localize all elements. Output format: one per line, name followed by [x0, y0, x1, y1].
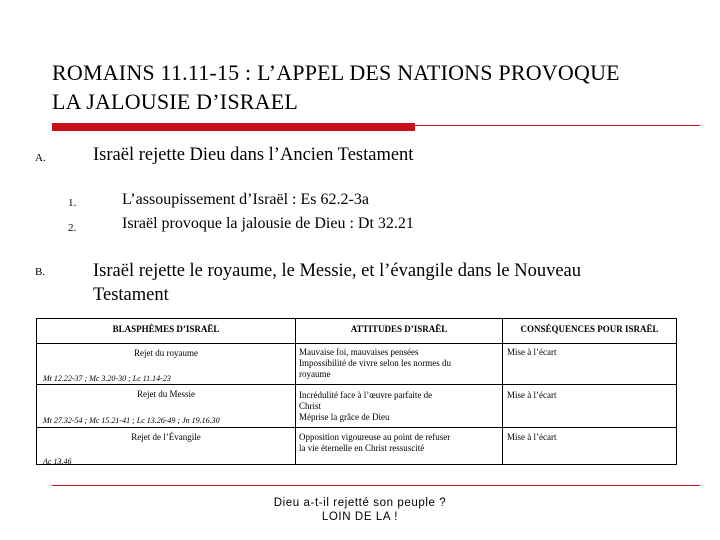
row-divider	[37, 427, 676, 428]
row-1-attitude-line: Impossibilité de vivre selon les normes du	[299, 358, 451, 368]
outline-heading-b-line-2: Testament	[93, 285, 169, 305]
outline-marker-a: A.	[35, 152, 46, 164]
outline-item-2: Israël provoque la jalousie de Dieu : Dt 32.21	[122, 215, 414, 232]
outline-heading-b	[93, 259, 713, 307]
row-2-attitude-line: Méprise la grâce de Dieu	[299, 412, 390, 422]
row-1-consequence: Mise à l’écart	[507, 347, 557, 357]
row-divider	[37, 384, 676, 385]
title-underline-thin	[415, 125, 700, 126]
row-2-attitude-line: Incrédulité face à l’œuvre parfaite de	[299, 390, 433, 400]
row-1-blasphemy: Rejet du royaume	[134, 348, 198, 358]
row-3-consequence: Mise à l’écart	[507, 432, 557, 442]
slide-title	[52, 58, 712, 116]
row-3-attitude-line: Opposition vigoureuse au point de refuser	[299, 432, 451, 442]
row-2-attitude-line: Christ	[299, 401, 322, 411]
footer-rule	[52, 485, 700, 486]
column-divider	[295, 319, 296, 464]
row-1-attitude-line: royaume	[299, 369, 331, 379]
outline-marker-1: 1.	[68, 197, 77, 209]
outline-heading-b-line-1: Israël rejette le royaume, le Messie, et l’évangile dans le Nouveau	[93, 261, 581, 281]
header-consequences: CONSÉQUENCES POUR ISRAËL	[520, 324, 659, 334]
outline-marker-b: B.	[35, 266, 46, 278]
row-1-references: Mt 12.22-37 ; Mc 3.20-30 ; Lc 11.14-23	[43, 374, 171, 383]
outline-marker-2: 2.	[68, 222, 77, 234]
outline-item-1: L’assoupissement d’Israël : Es 62.2-3a	[122, 191, 369, 208]
row-1-attitude-line: Mauvaise foi, mauvaises pensées	[299, 347, 419, 357]
footer-question: Dieu a-t-il rejetté son peuple ?	[273, 497, 447, 509]
row-3-attitude	[299, 432, 504, 454]
row-2-consequence: Mise à l’écart	[507, 390, 557, 400]
header-blasphemes: BLASPHÈMES D’ISRAËL	[112, 324, 220, 334]
row-3-blasphemy: Rejet de l’Évangile	[131, 432, 201, 442]
row-1-attitude	[299, 347, 499, 380]
header-attitudes: ATTITUDES D’ISRAËL	[350, 324, 448, 334]
row-2-blasphemy: Rejet du Messie	[137, 389, 195, 399]
row-2-attitude	[299, 390, 499, 423]
row-2-references: Mt 27.32-54 ; Mc 15.21-41 ; Lc 13.26-49 ; Jn 19.16.30	[43, 416, 220, 425]
title-line-2: LA JALOUSIE D’ISRAEL	[52, 89, 298, 114]
title-line-1: ROMAINS 11.11-15 : L’APPEL DES NATIONS PROVOQUE	[52, 60, 620, 85]
title-underline-thick	[52, 123, 415, 131]
row-3-attitude-line: la vie éternelle en Christ ressuscité	[299, 443, 425, 453]
row-3-references: Ac 13.46	[43, 457, 72, 466]
header-divider	[37, 343, 676, 344]
footer-answer: LOIN DE LA !	[321, 511, 399, 523]
footer-caption	[210, 496, 510, 524]
blasphemies-table	[36, 318, 677, 465]
outline-heading-a: Israël rejette Dieu dans l’Ancien Testament	[93, 145, 414, 165]
